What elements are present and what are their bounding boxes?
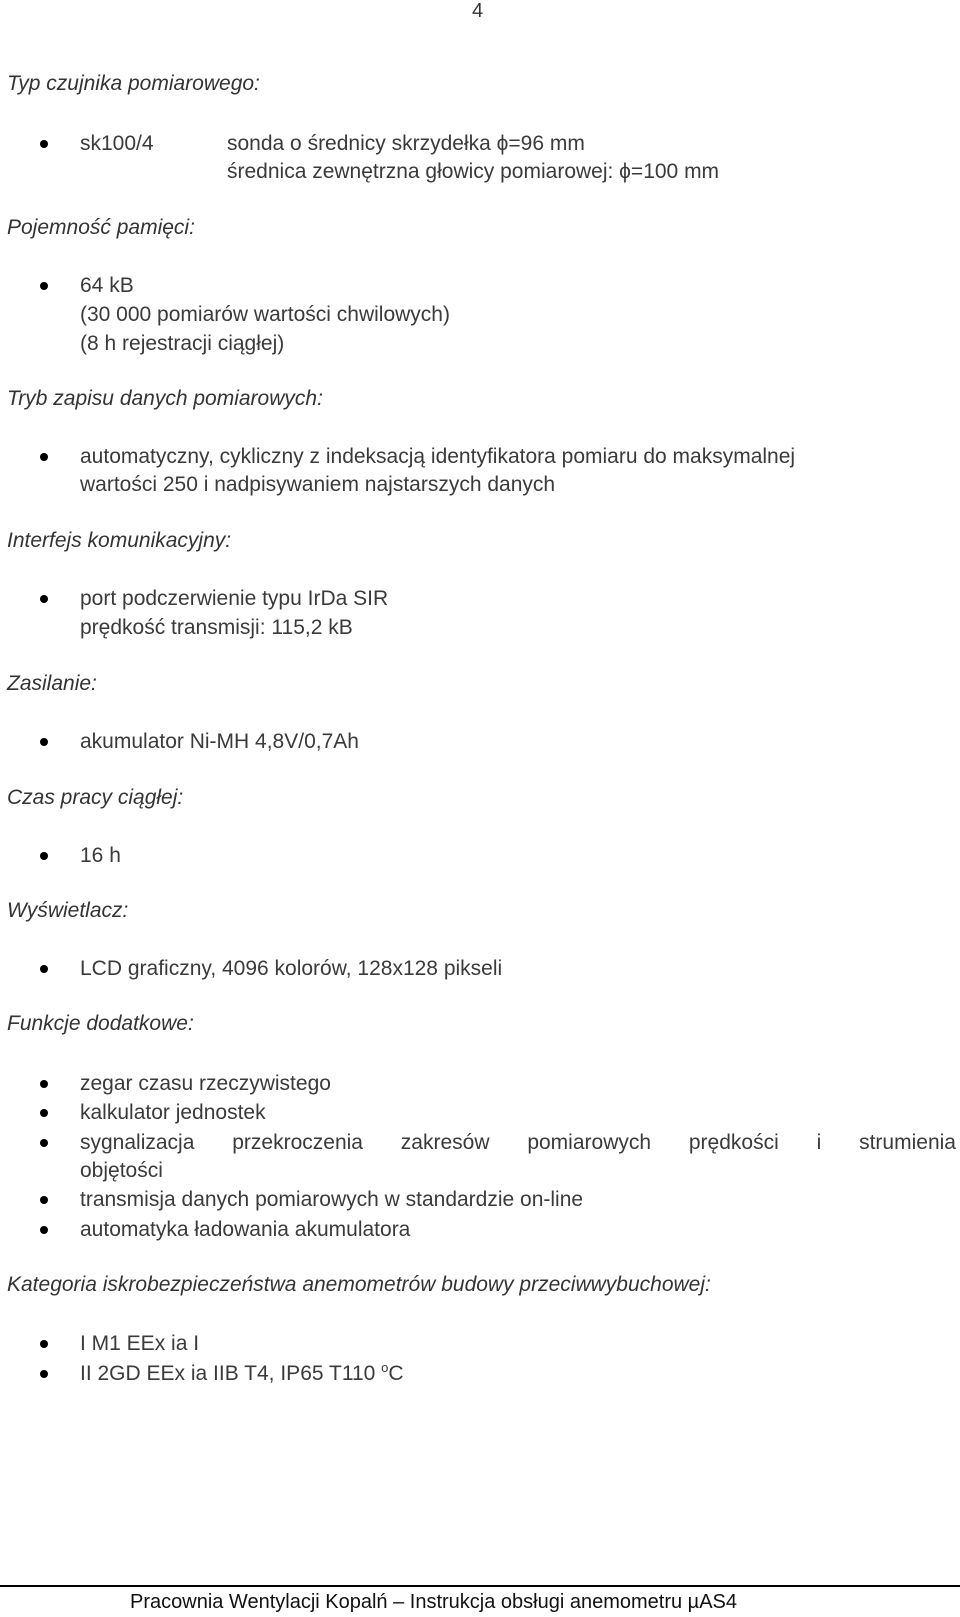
extras-clock: zegar czasu rzeczywistego — [80, 1072, 331, 1095]
word: strumienia — [859, 1131, 956, 1154]
degree-unit: C — [388, 1362, 404, 1385]
memory-size: 64 kB — [80, 274, 134, 297]
heading-interface: Interfejs komunikacyjny: — [7, 529, 232, 552]
heading-category: Kategoria iskrobezpieczeństwa anemometrów budowy przeciwwybuchowej: — [7, 1273, 711, 1296]
bullet-icon — [40, 1109, 48, 1117]
word: sygnalizacja — [80, 1131, 195, 1154]
degree-sup: o — [381, 1360, 389, 1375]
bullet-icon — [40, 965, 48, 973]
bullet-icon — [40, 852, 48, 860]
bullet-icon — [40, 1226, 48, 1234]
recording-line-1: automatyczny, cykliczny z indeksacją identyfikatora pomiaru do maksymalnej — [80, 445, 796, 468]
word: zakresów — [400, 1131, 490, 1154]
heading-runtime: Czas pracy ciągłej: — [7, 786, 184, 809]
bullet-icon — [40, 1370, 48, 1378]
word: prędkości — [688, 1131, 779, 1154]
power-battery: akumulator Ni-MH 4,8V/0,7Ah — [80, 730, 359, 753]
sensor-desc-2: średnica zewnętrzna głowicy pomiarowej: ϕ=100 mm — [227, 160, 720, 183]
display-spec: LCD graficzny, 4096 kolorów, 128x128 pikseli — [80, 957, 503, 980]
bullet-icon — [40, 1139, 48, 1147]
bullet-icon — [40, 140, 48, 148]
heading-display: Wyświetlacz: — [7, 899, 129, 922]
bullet-icon — [40, 282, 48, 290]
interface-port: port podczerwienie typu IrDa SIR — [80, 587, 389, 610]
memory-instant: (30 000 pomiarów wartości chwilowych) — [80, 303, 450, 326]
heading-recording: Tryb zapisu danych pomiarowych: — [7, 387, 323, 410]
sensor-desc-1: sonda o średnicy skrzydełka ϕ=96 mm — [227, 132, 585, 155]
extras-calculator: kalkulator jednostek — [80, 1101, 266, 1124]
extras-charging: automatyka ładowania akumulatora — [80, 1218, 411, 1241]
extras-signaling-line-2: objętości — [80, 1159, 163, 1182]
heading-memory: Pojemność pamięci: — [7, 216, 195, 239]
recording-line-2: wartości 250 i nadpisywaniem najstarszych danych — [80, 473, 556, 496]
word: przekroczenia — [232, 1131, 363, 1154]
heading-power: Zasilanie: — [7, 672, 97, 695]
category-item-1: I M1 EEx ia I — [80, 1332, 200, 1355]
heading-sensor-type: Typ czujnika pomiarowego: — [7, 72, 260, 95]
memory-continuous: (8 h rejestracji ciągłej) — [80, 332, 285, 355]
bullet-icon — [40, 453, 48, 461]
interface-speed: prędkość transmisji: 115,2 kB — [80, 616, 353, 639]
bullet-icon — [40, 595, 48, 603]
footer-text: Pracownia Wentylacji Kopalń – Instrukcja obsługi anemometru µAS4 — [130, 1591, 738, 1613]
category-item-2 — [80, 1360, 404, 1388]
bullet-icon — [40, 1080, 48, 1088]
heading-extras: Funkcje dodatkowe: — [7, 1012, 194, 1035]
runtime-value: 16 h — [80, 844, 121, 867]
bullet-icon — [40, 1340, 48, 1348]
sensor-model: sk100/4 — [80, 132, 154, 155]
extras-transmission: transmisja danych pomiarowych w standardzie on-line — [80, 1188, 584, 1211]
category-item-2-text: II 2GD EEx ia IIB T4, IP65 T110 — [80, 1362, 376, 1385]
page-number: 4 — [472, 0, 484, 22]
extras-signaling-line-1 — [80, 1129, 956, 1157]
footer-rule — [0, 1585, 960, 1587]
bullet-icon — [40, 738, 48, 746]
word: i — [816, 1131, 822, 1154]
word: pomiarowych — [527, 1131, 652, 1154]
bullet-icon — [40, 1196, 48, 1204]
